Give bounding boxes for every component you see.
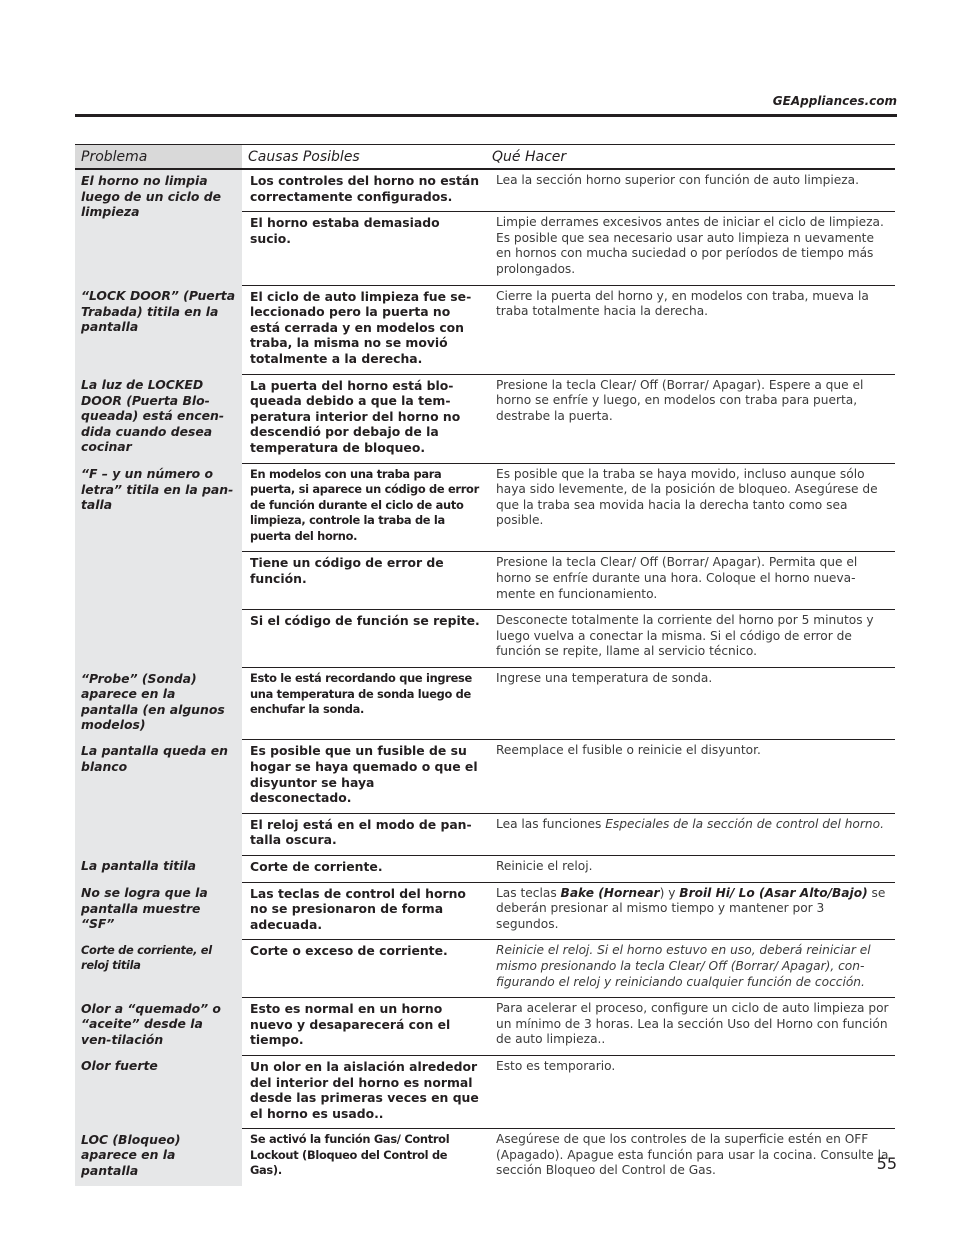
solution-cell: Cierre la puerta del horno y, en modelos con traba, mueva la traba totalmente hacia la derecha. (486, 285, 895, 374)
solution-cell: Lea la sección horno superior con función de auto limpieza. (486, 169, 895, 212)
table-row (75, 1055, 895, 1128)
cause-cell: Se activó la función Gas/ Control Lockout (Bloqueo del Control de Gas). (250, 1132, 450, 1178)
problem-cell: Corte de corriente, el reloj titila (75, 940, 242, 998)
cause-cell: Corte de corriente. (242, 855, 486, 882)
cause-cell: La puerta del horno está blo-queada debido a que la tem-peratura interior del horno no descendió por debajo de la temperatura de bloqueo. (242, 374, 486, 463)
problem-cell: “F – y un número o letra” titila en la pan-talla (75, 463, 242, 668)
solution-text: se deberán presionar al mismo tiempo y mantener por 3 segundos. (496, 885, 886, 931)
table-row (75, 940, 895, 998)
column-header-causes: Causas Posibles (242, 145, 486, 170)
header-rule (75, 114, 897, 117)
solution-text: Las teclas (496, 885, 561, 900)
solution-cell: Esto es temporario. (486, 1055, 895, 1128)
table-row (75, 169, 895, 212)
table-row (75, 1129, 895, 1186)
cause-cell: El reloj está en el modo de pan-talla oscura. (242, 813, 486, 855)
page-number: 55 (876, 1154, 897, 1173)
solution-text: ) y (659, 885, 680, 900)
cause-cell: Tiene un código de error de función. (242, 552, 486, 610)
bake-key-label: Bake (Hornear (560, 885, 660, 900)
problem-cell: “LOCK DOOR” (Puerta Trabada) titila en la pantalla (75, 285, 242, 374)
broil-key-label: Broil Hi/ Lo (Asar Alto/Bajo) (679, 885, 868, 900)
table-row (75, 285, 895, 374)
table-row (75, 855, 895, 882)
solution-cell: Limpie derrames excesivos antes de iniciar el ciclo de limpieza. Es posible que sea necesario usar auto limpieza n uevamente en hornos con mucha suciedad o por períodos de tiempo más prolongados. (486, 212, 895, 285)
cause-cell: Los controles del horno no están correctamente configurados. (242, 169, 486, 212)
problem-cell: Olor a “quemado” o “aceite” desde la ven-tilación (75, 998, 242, 1056)
cause-cell: Es posible que un fusible de su hogar se haya quemado o que el disyuntor se haya desconectado. (242, 740, 486, 813)
problem-cell: Olor fuerte (75, 1055, 242, 1128)
cause-cell: Esto le está recordando que ingrese una temperatura de sonda luego de enchufar la sonda. (242, 668, 486, 740)
cause-cell: El horno estaba demasiado sucio. (242, 212, 486, 285)
table-row (75, 998, 895, 1056)
solution-cell: Reinicie el reloj. (486, 855, 895, 882)
table-header-row (75, 145, 895, 170)
cause-cell: Esto es normal en un horno nuevo y desaparecerá con el tiempo. (242, 998, 486, 1056)
solution-text-italic: Especiales de la sección de control del horno. (605, 816, 884, 831)
solution-text: Lea las funciones (496, 816, 606, 831)
site-url: GEAppliances.com (772, 94, 897, 108)
solution-cell: Desconecte totalmente la corriente del horno por 5 minutos y luego vuelva a conectar la misma. Si el código de error de función se repite, llame al servicio técnico. (486, 610, 895, 668)
problem-cell: El horno no limpia luego de un ciclo de limpieza (75, 169, 242, 285)
problem-cell: “Probe” (Sonda) aparece en la pantalla (en algunos modelos) (75, 668, 242, 740)
column-header-problem: Problema (75, 145, 242, 170)
table-row (75, 374, 895, 463)
solution-cell: Ingrese una temperatura de sonda. (486, 668, 895, 740)
solution-cell (486, 813, 895, 855)
problem-cell: La luz de LOCKED DOOR (Puerta Blo-queada) está encen-dida cuando desea cocinar (75, 374, 242, 463)
cause-cell: El ciclo de auto limpieza fue se-leccionado pero la puerta no está cerrada y en modelos con traba, la misma no se movió totalmente a la derecha. (242, 285, 486, 374)
cause-cell: En modelos con una traba para puerta, si aparece un código de error de función durante el ciclo de auto limpieza, controle la traba de la puerta del horno. (242, 463, 486, 552)
solution-cell: Presione la tecla Clear/ Off (Borrar/ Apagar). Espere a que el horno se enfríe y luego, en modelos con traba para puerta, destrabe la puerta. (486, 374, 895, 463)
table-row (75, 740, 895, 813)
solution-cell: Presione la tecla Clear/ Off (Borrar/ Apagar). Permita que el horno se enfríe durante una hora. Coloque el horno nueva-mente en funcionamiento. (486, 552, 895, 610)
problem-cell: La pantalla titila (75, 855, 242, 882)
solution-cell: Reinicie el reloj. Si el horno estuvo en uso, deberá reiniciar el mismo presionando la tecla Clear/ Off (Borrar/ Apagar), con-figurando el reloj y reiniciando cualquier función de cocción. (486, 940, 895, 998)
cause-cell: Las teclas de control del horno no se presionaron de forma adecuada. (242, 882, 486, 940)
cause-cell: Un olor en la aislación alrededor del interior del horno es normal desde las primeras veces en que el horno es usado.. (242, 1055, 486, 1128)
column-header-todo: Qué Hacer (486, 145, 895, 170)
problem-cell: No se logra que la pantalla muestre “SF” (75, 882, 242, 940)
solution-cell: Asegúrese de que los controles de la superficie estén en OFF (Apagado). Apague esta función para usar la cocina. Consulte la sección Bloqueo del Control de Gas. (496, 1132, 889, 1178)
table-row (75, 668, 895, 740)
problem-cell: LOC (Bloqueo) aparece en la pantalla (75, 1129, 242, 1186)
solution-cell: Es posible que la traba se haya movido, incluso aunque sólo haya sido levemente, de la posición de bloqueo. Asegúrese de que la traba sea movida hacia la derecha tanto como sea posible. (486, 463, 895, 552)
troubleshooting-table (75, 144, 895, 1186)
cause-cell: Corte o exceso de corriente. (242, 940, 486, 998)
solution-cell: Reemplace el fusible o reinicie el disyuntor. (486, 740, 895, 813)
problem-cell: La pantalla queda en blanco (75, 740, 242, 856)
solution-cell (486, 882, 895, 940)
solution-cell: Para acelerar el proceso, configure un ciclo de auto limpieza por un mínimo de 3 horas. Lea la sección Uso del Horno con función de auto limpieza.. (486, 998, 895, 1056)
table-row (75, 882, 895, 940)
cause-cell: Si el código de función se repite. (242, 610, 486, 668)
table-row (75, 463, 895, 552)
